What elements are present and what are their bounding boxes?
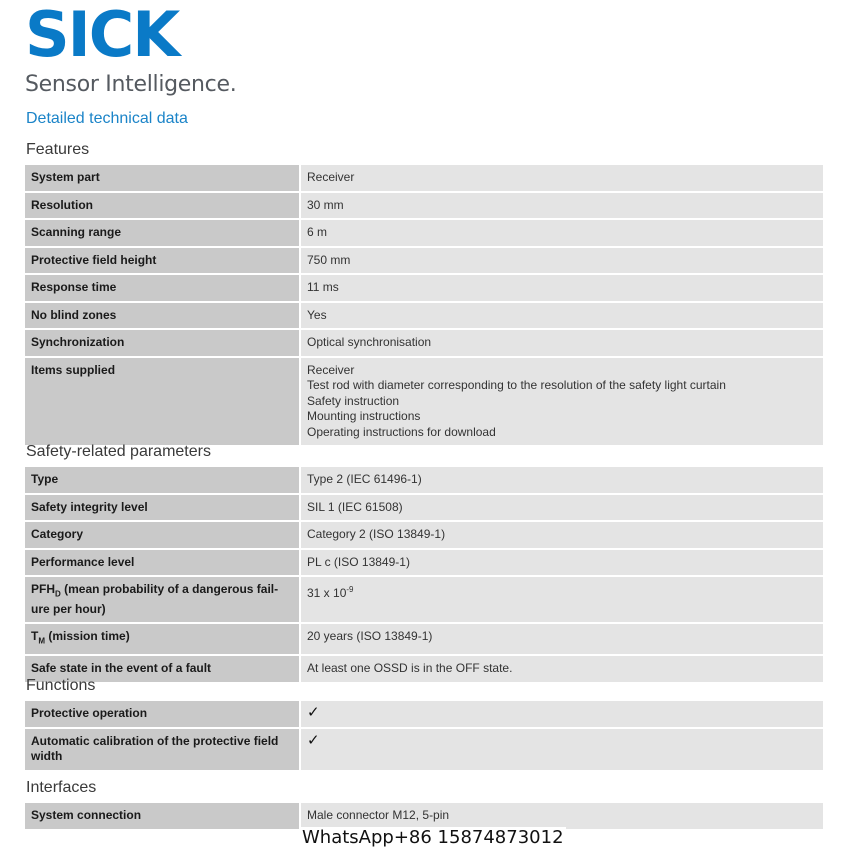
row-value: SIL 1 (IEC 61508)	[300, 494, 823, 522]
table-row	[25, 521, 823, 549]
section-title-features: Features	[26, 141, 90, 158]
label-rest: (mission time)	[45, 629, 130, 644]
document-title: Detailed technical data	[26, 110, 188, 127]
row-value: 750 mm	[300, 247, 823, 275]
contact-watermark: WhatsApp+86 15874873012	[302, 827, 564, 848]
row-value: 20 years (ISO 13849-1)	[300, 623, 823, 655]
table-row	[25, 655, 823, 683]
logo-wordmark: SICK	[25, 0, 179, 71]
row-value: Type 2 (IEC 61496-1)	[300, 467, 823, 494]
table-row	[25, 192, 823, 220]
table-row	[25, 549, 823, 577]
list-item: Test rod with diameter corresponding to the resolution of the safety light curtain	[307, 378, 726, 392]
row-value: At least one OSSD is in the OFF state.	[300, 655, 823, 683]
row-label: Type	[25, 467, 300, 494]
row-label: Synchronization	[25, 329, 300, 357]
table-row	[25, 803, 823, 830]
row-label-tm	[25, 623, 300, 655]
features-table	[25, 165, 823, 447]
table-row	[25, 623, 823, 655]
row-label: Resolution	[25, 192, 300, 220]
section-title-interfaces: Interfaces	[26, 779, 97, 796]
row-label: Items supplied	[25, 357, 300, 447]
row-label: Safety integrity level	[25, 494, 300, 522]
functions-table	[25, 701, 823, 772]
row-label: Automatic calibration of the protective field width	[25, 728, 300, 771]
table-row	[25, 274, 823, 302]
list-item: Receiver	[307, 362, 355, 377]
table-row	[25, 247, 823, 275]
row-value: Male connector M12, 5-pin	[300, 803, 823, 830]
sick-logo	[25, 0, 237, 97]
safety-table	[25, 467, 823, 684]
table-row	[25, 576, 823, 623]
row-value-cell	[300, 701, 823, 728]
table-row	[25, 357, 823, 447]
label-main: PFH	[31, 582, 55, 596]
row-value-pfhd	[300, 576, 823, 623]
row-value-list	[300, 357, 823, 447]
checkmark-icon: ✓	[307, 704, 320, 721]
table-row	[25, 701, 823, 728]
row-value: Optical synchronisation	[300, 329, 823, 357]
row-value-cell	[300, 728, 823, 771]
table-row	[25, 219, 823, 247]
table-row	[25, 302, 823, 330]
value-base: 31 x 10	[307, 586, 347, 600]
label-rest: (mean probability of a dangerous fail-ure per hour)	[31, 582, 279, 616]
row-label: System connection	[25, 803, 300, 830]
row-label: Category	[25, 521, 300, 549]
row-value: Receiver	[300, 165, 823, 192]
table-row	[25, 494, 823, 522]
row-label: Response time	[25, 274, 300, 302]
row-label: Scanning range	[25, 219, 300, 247]
row-label: No blind zones	[25, 302, 300, 330]
row-value: Category 2 (ISO 13849-1)	[300, 521, 823, 549]
table-row	[25, 165, 823, 192]
table-row	[25, 467, 823, 494]
row-label-pfhd	[25, 576, 300, 623]
section-title-functions: Functions	[26, 677, 96, 694]
row-value: PL c (ISO 13849-1)	[300, 549, 823, 577]
value-exponent: -9	[346, 585, 354, 594]
row-value: 30 mm	[300, 192, 823, 220]
row-label: Performance level	[25, 549, 300, 577]
table-row	[25, 329, 823, 357]
checkmark-icon: ✓	[307, 731, 320, 749]
label-subscript: D	[55, 589, 61, 599]
row-value: 11 ms	[300, 274, 823, 302]
logo-tagline: Sensor Intelligence.	[25, 72, 237, 97]
list-item: Operating instructions for download	[307, 424, 496, 439]
section-title-safety: Safety-related parameters	[26, 443, 211, 460]
label-main: T	[31, 629, 39, 644]
list-item: Mounting instructions	[307, 409, 421, 423]
table-row	[25, 728, 823, 771]
row-value: 6 m	[300, 219, 823, 247]
row-label: System part	[25, 165, 300, 192]
row-label: Protective field height	[25, 247, 300, 275]
row-value: Yes	[300, 302, 823, 330]
row-label: Protective operation	[25, 701, 300, 728]
label-subscript: M	[38, 636, 46, 646]
row-label: Safe state in the event of a fault	[25, 655, 300, 683]
list-item: Safety instruction	[307, 393, 400, 408]
